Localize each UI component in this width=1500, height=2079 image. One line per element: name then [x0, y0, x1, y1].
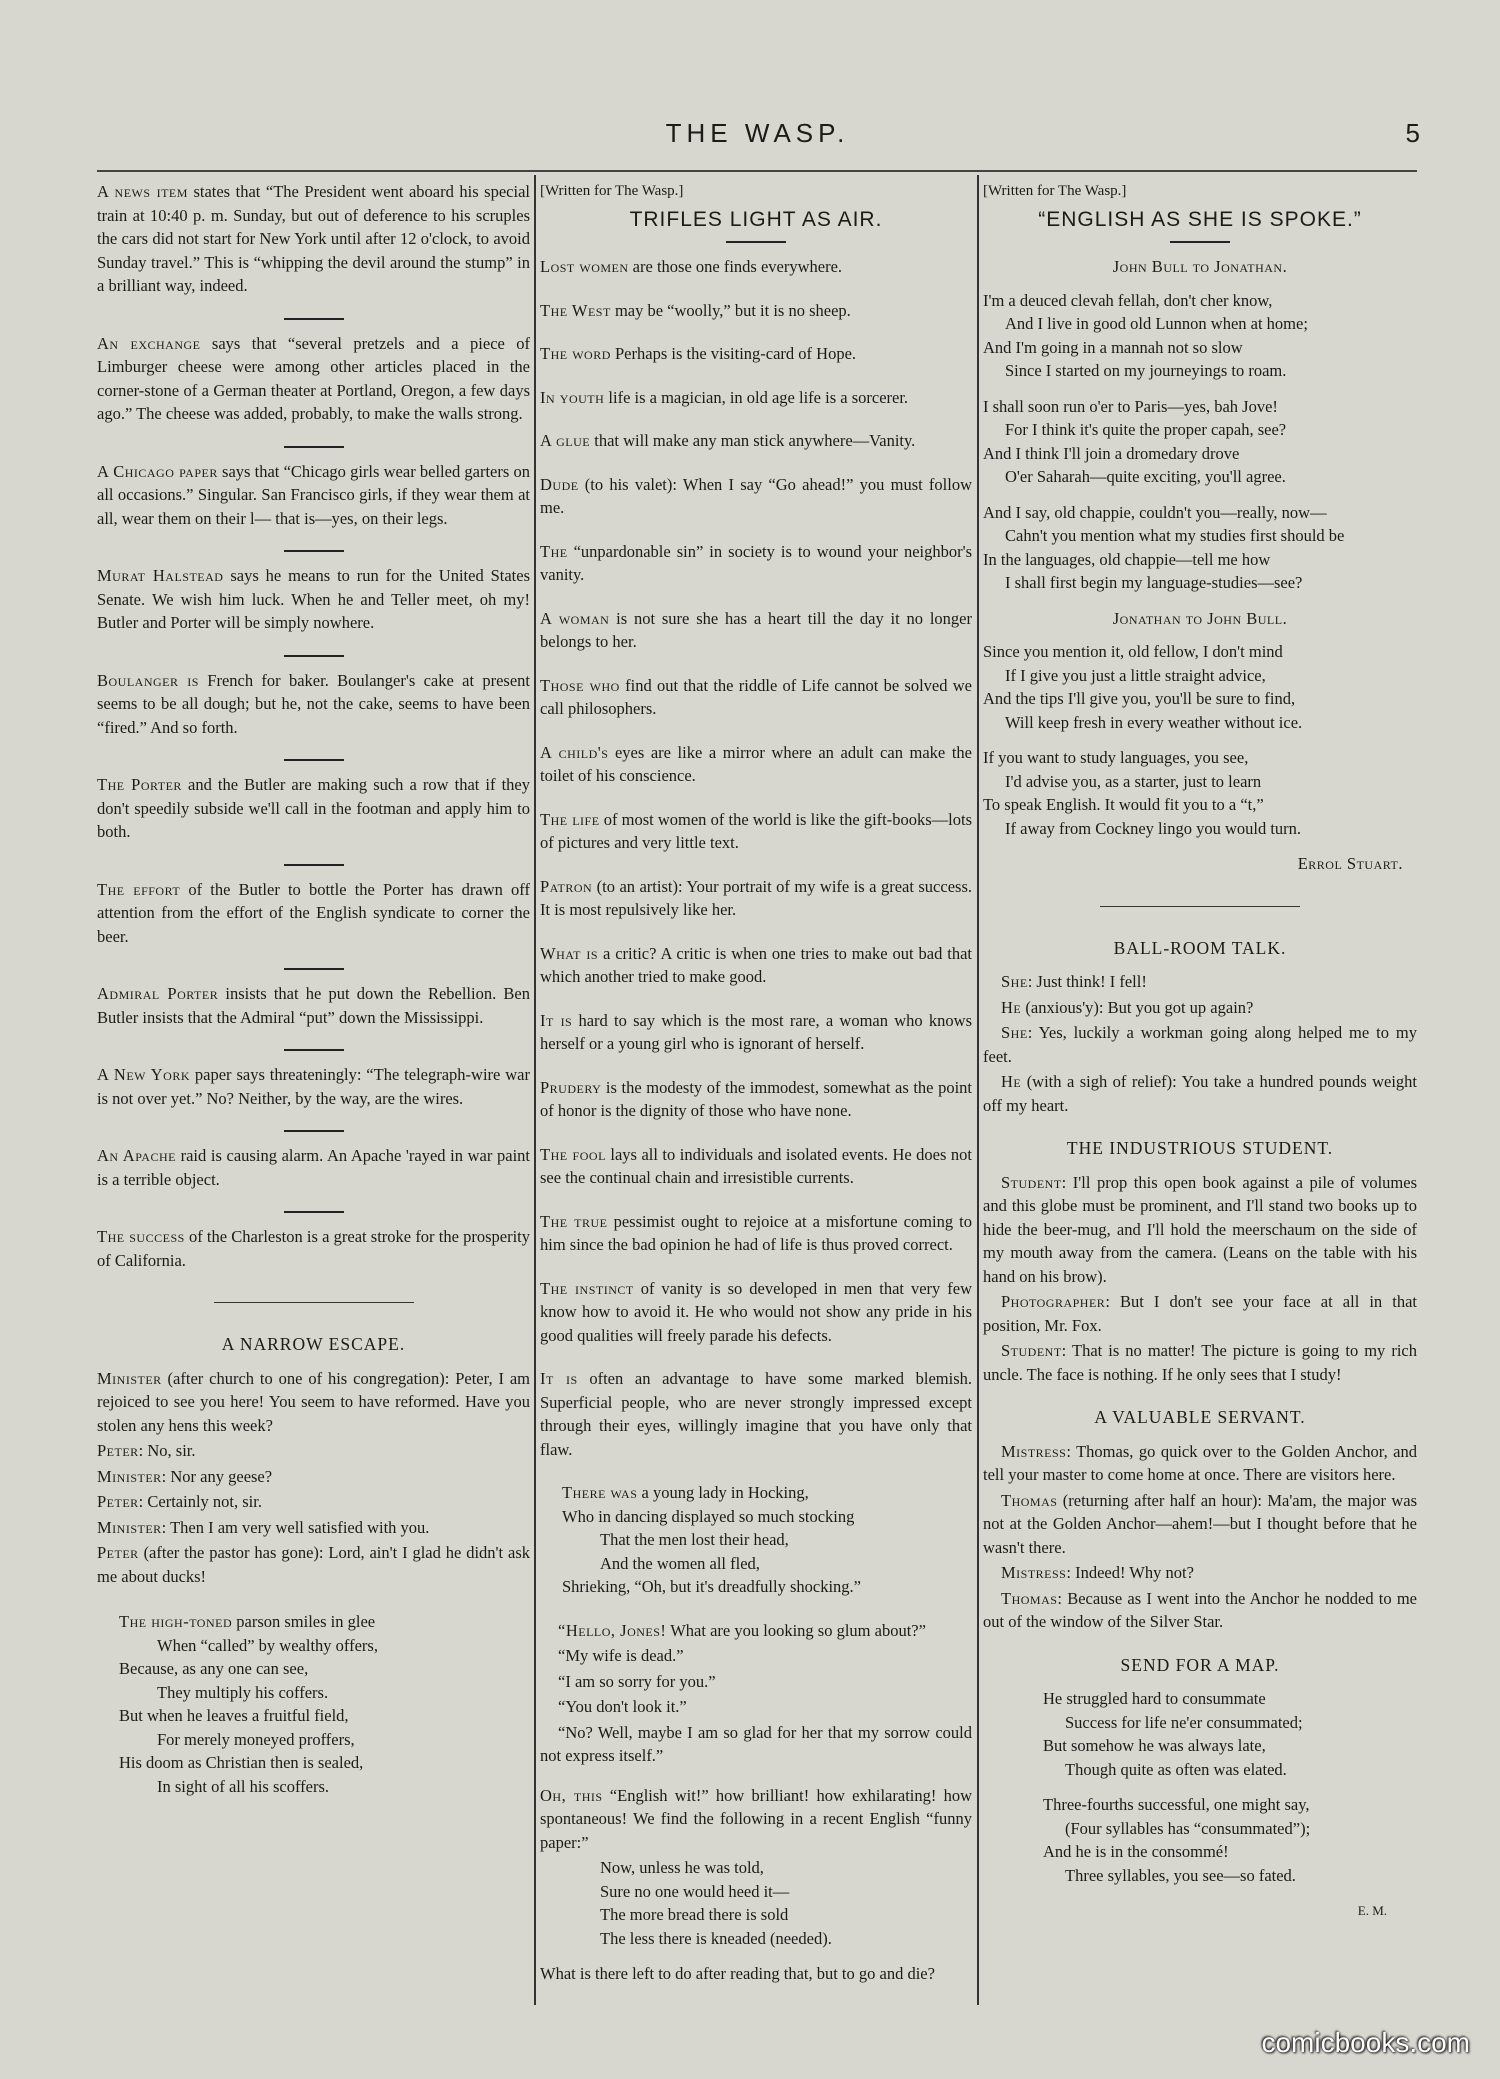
lead-in: A woman: [540, 608, 610, 628]
paragraph-text: : Just think! I fell!: [1027, 972, 1147, 991]
poem-line: To speak English. It would fit you to a “t,”: [983, 795, 1264, 814]
lead-in: “Hello, Jones!: [558, 1620, 667, 1640]
lead-in: Minister: [97, 1466, 162, 1486]
lead-in: It is: [540, 1369, 578, 1388]
lead-in: Minister: [97, 1517, 162, 1537]
stanza: [983, 746, 1417, 840]
column-3: [983, 180, 1417, 1923]
dialog-line: [983, 1587, 1417, 1634]
paragraph-text: that will make any man stick anywhere—Vanity.: [590, 431, 916, 450]
paragraph-text: hard to say which is the most rare, a woman who knows herself or a young girl who is ignorant of herself.: [540, 1010, 972, 1053]
section-rule: [284, 655, 344, 657]
poem-line: [97, 1775, 530, 1799]
dialog-line: [983, 1070, 1417, 1117]
spacer: [983, 1119, 1417, 1131]
paragraph-text: raid is causing alarm. An Apache 'rayed in war paint is a terrible object.: [97, 1146, 530, 1189]
speaker: She: [1001, 1023, 1028, 1042]
news-item: [97, 180, 530, 298]
section-rule: [284, 968, 344, 970]
lead-in: Peter: [97, 1543, 139, 1562]
speaker: Student: [1001, 1341, 1062, 1360]
epigram: [540, 1367, 972, 1461]
commentary: [540, 1784, 972, 1855]
epigram: [540, 942, 972, 989]
lead-in: A New York: [97, 1065, 191, 1084]
dialog-line: [97, 1516, 530, 1540]
poem-line: [540, 1528, 972, 1552]
poem-line: Three syllables, you see—so fated.: [1065, 1865, 1296, 1885]
lead-in: Dude: [540, 474, 579, 494]
section-divider: [1100, 906, 1300, 907]
spacer: [97, 1590, 530, 1610]
lead-in: Admiral Porter: [97, 984, 219, 1003]
dialog-line: [97, 1490, 530, 1514]
section-rule: [284, 759, 344, 761]
paragraph-text: : But I don't see your face at all in that position, Mr. Fox.: [983, 1292, 1417, 1335]
paragraph-text: of the Butler to bottle the Porter has drawn off attention from the effort of the English syndicate to corner the beer.: [97, 879, 530, 946]
poem-text: When “called” by wealthy offers,: [157, 1635, 378, 1655]
epigram: [540, 342, 972, 366]
paragraph-text: “You don't look it.”: [558, 1697, 687, 1716]
section-rule: [284, 318, 344, 320]
paragraph-text: Perhaps is the visiting-card of Hope.: [610, 344, 857, 363]
poem-line: The more bread there is sold: [600, 1905, 789, 1924]
epigram: [540, 607, 972, 654]
poem-line: I shall first begin my language-studies—see?: [1005, 573, 1303, 592]
poem-text: Because, as any one can see,: [119, 1659, 309, 1678]
paragraph-text: : Then I am very well satisfied with you.: [161, 1517, 430, 1537]
epigram: [540, 808, 972, 855]
poem-subtitle: John Bull to Jonathan.: [1112, 257, 1288, 276]
epigram: [540, 299, 972, 323]
poem-line: I shall soon run o'er to Paris—yes, bah Jove!: [983, 396, 1278, 416]
poem-line: For I think it's quite the proper capah, see?: [1005, 420, 1287, 439]
paragraph-text: find out that the riddle of Life cannot be solved we call philosophers.: [540, 675, 973, 718]
news-item: [97, 332, 530, 426]
verse: [540, 1856, 972, 1950]
section-title: A VALUABLE SERVANT.: [1094, 1407, 1306, 1427]
paragraph-text: eyes are like a mirror where an adult can make the toilet of his conscience.: [540, 742, 972, 785]
section-title: BALL-ROOM TALK.: [1113, 937, 1287, 958]
poem-text: And the women all fled,: [600, 1553, 760, 1573]
speaker: Mistress: [1001, 1441, 1067, 1461]
lead-in: An Apache: [97, 1146, 176, 1165]
article-title: “ENGLISH AS SHE IS SPOKE.”: [1038, 207, 1362, 231]
paragraph-text: “I am so sorry for you.”: [558, 1671, 716, 1691]
lead-in: The effort: [97, 879, 181, 899]
speaker: Student: [1001, 1172, 1062, 1192]
paragraph-text: says he means to run for the United States Senate. We wish him luck. When he and Teller meet, oh my! Butler and Porter will be simply nowhere.: [97, 566, 530, 632]
paragraph-text: (anxious'y): But you got up again?: [1021, 997, 1254, 1017]
lead-in: Minister: [97, 1368, 162, 1388]
lead-in: An exchange: [97, 333, 201, 353]
poem-line: [97, 1634, 530, 1658]
paragraph-text: “My wife is dead.”: [558, 1646, 684, 1665]
news-item: [97, 878, 530, 949]
paragraph-text: is the modesty of the immodest, somewhat as the point of honor is the dignity of those who have none.: [540, 1077, 972, 1120]
column-1: [97, 180, 530, 1810]
speaker: Mistress: [1001, 1563, 1067, 1582]
page-number: 5: [1405, 118, 1420, 148]
paragraph-text: : That is no matter! The picture is going to my rich uncle. The face is nothing. If he only sees that I study!: [983, 1341, 1417, 1384]
news-item: [97, 1225, 530, 1272]
dialog-line: [540, 1670, 972, 1694]
section-title: THE INDUSTRIOUS STUDENT.: [1066, 1138, 1334, 1158]
paragraph-text: is not sure she has a heart till the day it no longer belongs to her.: [540, 608, 972, 651]
paragraph-text: are those one finds everywhere.: [628, 257, 843, 276]
poem-text: For merely moneyed proffers,: [157, 1729, 355, 1749]
lead-in: Murat Halstead: [97, 566, 224, 585]
dialog-line: [97, 1439, 530, 1463]
poem-line: And the tips I'll give you, you'll be sure to find,: [983, 689, 1296, 708]
dialog-line: [983, 1489, 1417, 1560]
dialog-line: [540, 1721, 972, 1768]
lead-in: A child's: [540, 742, 609, 762]
epigram: [540, 1143, 972, 1190]
paragraph-text: : Thomas, go quick over to the Golden Anchor, and tell your master to come home at once. There are visitors here.: [983, 1441, 1417, 1484]
section-rule: [726, 241, 786, 243]
stanza: [983, 640, 1417, 734]
epigram: [540, 741, 972, 788]
paragraph-text: : Nor any geese?: [161, 1466, 273, 1486]
poem-text: That the men lost their head,: [600, 1530, 789, 1549]
paragraph-text: says that “Chicago girls wear belled garters on all occasions.” Singular. San Francisco girls, if they wear them at all, wear them on their l— that is—yes, on their legs.: [97, 461, 530, 528]
lead-in: What is: [540, 943, 599, 963]
paragraph-text: life is a magician, in old age life is a sorcerer.: [604, 387, 909, 407]
lead-in: A Chicago paper: [97, 461, 218, 481]
paragraph-text: “unpardonable sin” in society is to wound your neighbor's vanity.: [540, 541, 972, 584]
section-rule: [284, 446, 344, 448]
lead-in: A news item: [97, 182, 188, 201]
poem-text: Shrieking, “Oh, but it's dreadfully shocking.”: [562, 1577, 862, 1596]
poem-line: Sure no one would heed it—: [600, 1881, 790, 1901]
paragraph-text: of the Charleston is a great stroke for the prosperity of California.: [97, 1227, 530, 1270]
paragraph-text: “English wit!” how brilliant! how exhilarating! how spontaneous! We find the following in a recent English “funny paper:”: [540, 1785, 972, 1852]
lead-in: Lost women: [540, 257, 629, 276]
news-item: [97, 1144, 530, 1191]
lead-in: Patron: [540, 876, 593, 896]
poem-subtitle: Jonathan to John Bull.: [1112, 608, 1288, 628]
lead-in: The Porter: [97, 775, 182, 794]
stanza: [983, 289, 1417, 383]
stanza: [983, 395, 1417, 489]
poem-line: If I give you just a little straight advice,: [1005, 665, 1266, 685]
dialog-line: [983, 1171, 1417, 1289]
article-title: TRIFLES LIGHT AS AIR.: [629, 207, 883, 231]
header-rule: [97, 170, 1417, 172]
lead-in: Boulanger is: [97, 670, 199, 690]
spacer: [540, 1611, 972, 1619]
dialog-line: [540, 1619, 972, 1643]
speaker: He: [1001, 997, 1022, 1017]
stanza: [983, 501, 1417, 595]
poem-line: [97, 1751, 530, 1775]
epigram: [540, 429, 972, 453]
speaker: Photographer: [1001, 1292, 1106, 1311]
paragraph-text: of most women of the world is like the gift-books—lots of pictures and very little text.: [540, 809, 972, 852]
epigram: [540, 1277, 972, 1348]
paragraph-text: pessimist ought to rejoice at a misfortune coming to him since the bad opinion he had of life is thus proved correct.: [540, 1211, 973, 1254]
lead-in: The high-toned: [119, 1612, 233, 1631]
news-item: [97, 460, 530, 531]
dialog-line: [97, 1465, 530, 1489]
poem-line: If you want to study languages, you see,: [983, 748, 1249, 767]
poem-line: [97, 1728, 530, 1752]
spacer: [983, 1636, 1417, 1648]
dialog-line: [540, 1644, 972, 1668]
dialog-line: [983, 970, 1417, 994]
poem-line: [97, 1657, 530, 1681]
paragraph-text: says that “several pretzels and a piece of Limburger cheese were among other articles placed in the corner-stone of a German theater at Portland, Oregon, a few days ago.” The cheese was added, probably, to make the walls strong.: [97, 333, 531, 423]
author-signature: E. M.: [1357, 1903, 1387, 1918]
news-item: [97, 982, 530, 1029]
poem-text: They multiply his coffers.: [157, 1682, 329, 1702]
paragraph-text: What are you looking so glum about?”: [666, 1620, 926, 1640]
section-rule: [284, 1130, 344, 1132]
masthead: THE WASP.: [665, 118, 850, 148]
credit-line: [Written for The Wasp.]: [983, 183, 1127, 199]
dialog-line: [983, 1440, 1417, 1487]
section-rule: [284, 1211, 344, 1213]
poem-line: In the languages, old chappie—tell me how: [983, 549, 1271, 569]
dialog-line: [97, 1541, 530, 1588]
paragraph-text: (after the pastor has gone): Lord, ain't I glad he didn't ask me about ducks!: [97, 1543, 530, 1586]
paragraph-text: (to his valet): When I say “Go ahead!” you must follow me.: [540, 474, 972, 517]
paragraph-text: a critic? A critic is when one tries to make out bad that which another tried to make good.: [540, 943, 972, 986]
poem-text: His doom as Christian then is sealed,: [119, 1753, 364, 1772]
epigram: [540, 674, 972, 721]
lead-in: Those who: [540, 675, 620, 695]
column-divider: [977, 175, 979, 2005]
lead-in: The life: [540, 809, 600, 829]
dialog-line: [97, 1367, 530, 1438]
poem-line: But somehow he was always late,: [1043, 1736, 1266, 1755]
section-title: A NARROW ESCAPE.: [221, 1334, 406, 1354]
epigram: [540, 386, 972, 410]
credit-line: [Written for The Wasp.]: [540, 183, 684, 199]
epigram: [540, 540, 972, 587]
poem-line: Will keep fresh in every weather without ice.: [1005, 712, 1303, 732]
poem-line: If away from Cockney lingo you would turn.: [1005, 818, 1302, 838]
section-title: SEND FOR A MAP.: [1120, 1654, 1280, 1675]
poem-line: I'd advise you, as a starter, just to learn: [1005, 771, 1262, 791]
section-rule: [284, 550, 344, 552]
poem-line: He struggled hard to consummate: [1043, 1689, 1266, 1708]
poem-line: [540, 1575, 972, 1599]
paragraph-text: French for baker. Boulanger's cake at present seems to be all dough; but he, not the cake, seems to have been “fired.” And so forth.: [97, 670, 530, 737]
spacer: [983, 1388, 1417, 1400]
dialog-line: [983, 1561, 1417, 1585]
epigram: [540, 875, 972, 922]
lead-in: It is: [540, 1010, 573, 1030]
poem-text: Who in dancing displayed so much stocking: [562, 1506, 855, 1526]
poem-line: I'm a deuced clevah fellah, don't cher know,: [983, 290, 1273, 310]
paragraph-text: : Because as I went into the Anchor he nodded to me out of the window of the Silver Star.: [983, 1588, 1417, 1631]
poem-line: And I'm going in a mannah not so slow: [983, 337, 1243, 357]
poem-line: (Four syllables has “consummated”);: [1065, 1818, 1311, 1838]
poem-text: parson smiles in glee: [232, 1612, 376, 1631]
limerick: [540, 1481, 972, 1599]
news-item: [97, 1063, 530, 1110]
poem-text: In sight of all his scoffers.: [157, 1776, 330, 1796]
lead-in: The instinct: [540, 1278, 634, 1298]
stanza: [983, 1687, 1417, 1781]
paragraph-text: : Certainly not, sir.: [138, 1492, 262, 1511]
dialog-line: [983, 996, 1417, 1020]
paragraph-text: lays all to individuals and isolated events. He does not see the continual chain and irresistible currents.: [540, 1144, 972, 1187]
speaker: He: [1001, 1072, 1022, 1091]
stanza: [983, 1793, 1417, 1887]
paragraph-text: : Indeed! Why not?: [1066, 1563, 1194, 1582]
dialog-line: [983, 1339, 1417, 1386]
lead-in: Peter: [97, 1492, 139, 1511]
paragraph-text: and the Butler are making such a row that if they don't speedily subside we'll call in the footman and apply him to both.: [97, 775, 530, 841]
paragraph-text: : Yes, luckily a workman going along helped me to my feet.: [983, 1023, 1417, 1066]
poem-line: Though quite as often was elated.: [1065, 1759, 1287, 1779]
paragraph-text: : No, sir.: [138, 1441, 196, 1460]
lead-in: The West: [540, 300, 611, 320]
lead-in: The word: [540, 344, 611, 363]
poem-line: O'er Saharah—quite exciting, you'll agree.: [1005, 467, 1286, 486]
poem-line: The less there is kneaded (needed).: [600, 1928, 832, 1948]
poem-line: And I say, old chappie, couldn't you—really, now—: [983, 502, 1327, 522]
speaker: Thomas: [1001, 1588, 1058, 1608]
paragraph-text: (after church to one of his congregation): Peter, I am rejoiced to see you here! You seem to have reformed. Have you stolen any hens this week?: [97, 1368, 530, 1435]
poem-line: [540, 1505, 972, 1529]
speaker: Thomas: [1001, 1490, 1058, 1510]
lead-in: In youth: [540, 387, 605, 407]
news-item: [97, 669, 530, 740]
poem-line: And I live in good old Lunnon when at home;: [1005, 314, 1308, 333]
lead-in: There was: [562, 1483, 638, 1502]
poem-line: [540, 1481, 972, 1505]
watermark: comicbooks.com: [1261, 2027, 1470, 2058]
epigram: [540, 1210, 972, 1257]
speaker: She: [1001, 972, 1028, 991]
poem-text: But when he leaves a fruitful field,: [119, 1706, 349, 1725]
news-item: [97, 564, 530, 635]
epigram: [540, 1076, 972, 1123]
poem-line: Success for life ne'er consummated;: [1065, 1712, 1303, 1732]
lead-in: The fool: [540, 1144, 606, 1164]
lead-in: Prudery: [540, 1077, 602, 1097]
epigram: [540, 1009, 972, 1056]
closing-remark: What is there left to do after reading that, but to go and die?: [540, 1964, 935, 1983]
poem: [97, 1610, 530, 1798]
column-divider: [534, 175, 536, 2005]
lead-in: The true: [540, 1211, 608, 1231]
poem-line: Now, unless he was told,: [600, 1858, 764, 1877]
lead-in: A glue: [540, 431, 591, 450]
poem-line: Since I started on my journeyings to roam.: [1005, 361, 1287, 380]
poem-line: [97, 1610, 530, 1634]
poem-line: [97, 1704, 530, 1728]
page-header: [95, 118, 1420, 158]
epigram: [540, 473, 972, 520]
lead-in: The success: [97, 1227, 185, 1246]
poem-text: a young lady in Hocking,: [637, 1483, 809, 1502]
paragraph-text: insists that he put down the Rebellion. Ben Butler insists that the Admiral “put” down the Mississippi.: [97, 984, 530, 1027]
section-rule: [284, 864, 344, 866]
section-divider: [214, 1302, 414, 1303]
lead-in: Oh, this: [540, 1785, 603, 1805]
news-item: [97, 773, 530, 844]
column-2: [540, 180, 972, 2006]
poem-line: Cahn't you mention what my studies first should be: [1005, 526, 1345, 545]
poem-line: Three-fourths successful, one might say,: [1043, 1795, 1310, 1814]
poem-line: And he is in the consommé!: [1043, 1842, 1229, 1861]
paragraph-text: often an advantage to have some marked blemish. Superficial people, who are never strongly impressed except through their eyes, willingly imagine that you have only that flaw.: [540, 1369, 973, 1459]
paragraph-text: : I'll prop this open book against a pile of volumes and this globe must be prominent, and I'll stand two books up to hide the beer-mug, and I'll hold the meerschaum on the side of my mouth away from the camera. (Leans on the table with his hand on his brow).: [983, 1172, 1417, 1286]
epigram: [540, 255, 972, 279]
dialog-line: [983, 1021, 1417, 1068]
poem-line: [540, 1552, 972, 1576]
author-signature: Errol Stuart.: [1297, 854, 1403, 873]
paragraph-text: of vanity is so developed in men that very few know how to avoid it. He who would not show any pride in his good qualities will freely parade his defects.: [540, 1278, 972, 1345]
paragraph-text: (with a sigh of relief): You take a hundred pounds weight off my heart.: [983, 1072, 1417, 1115]
section-rule: [1170, 241, 1230, 243]
poem-line: [97, 1681, 530, 1705]
paragraph-text: (to an artist): Your portrait of my wife is a great success. It is most repulsively like her.: [540, 876, 972, 919]
dialog-line: [540, 1695, 972, 1719]
paragraph-text: “No? Well, maybe I am so glad for her that my sorrow could not express itself.”: [540, 1722, 972, 1765]
spacer: [540, 1770, 972, 1784]
paragraph-text: (returning after half an hour): Ma'am, the major was not at the Golden Anchor—ahem!—but I thought before that he wasn't there.: [983, 1490, 1417, 1557]
paragraph-text: paper says threateningly: “The telegraph-wire war is not over yet.” No? Neither, by the way, are the wires.: [97, 1065, 530, 1108]
section-rule: [284, 1049, 344, 1051]
poem-line: Since you mention it, old fellow, I don't mind: [983, 642, 1283, 661]
lead-in: The: [540, 541, 568, 561]
poem-line: And I think I'll join a dromedary drove: [983, 443, 1240, 463]
dialog-line: [983, 1290, 1417, 1337]
paragraph-text: may be “woolly,” but it is no sheep.: [610, 300, 851, 320]
paragraph-text: states that “The President went aboard his special train at 10:40 p. m. Sunday, but out of deference to his scruples the cars did not start for New York until after 12 o'clock, to avoid Sunday travel.” This is “whipping the devil around the stump” in a brilliant way, indeed.: [97, 182, 530, 295]
lead-in: Peter: [97, 1441, 139, 1460]
